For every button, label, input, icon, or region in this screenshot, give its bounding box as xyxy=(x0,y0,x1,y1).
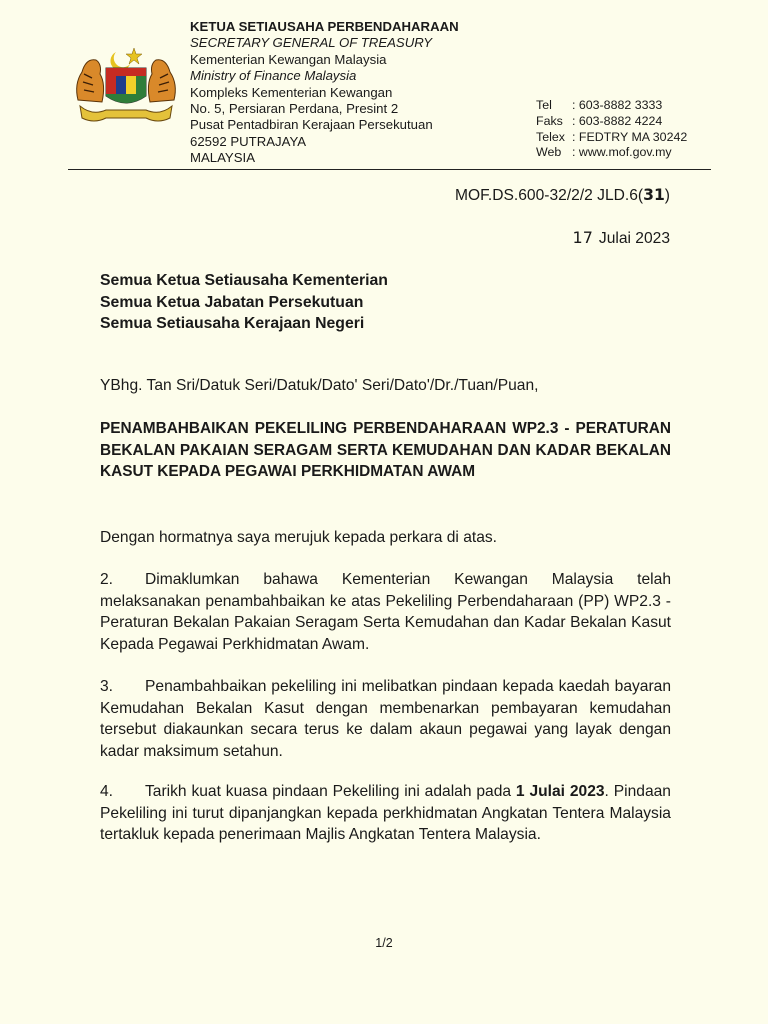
address-line: 62592 PUTRAJAYA xyxy=(190,133,307,149)
contact-value: : FEDTRY MA 30242 xyxy=(572,129,688,144)
crest-icon xyxy=(72,44,180,126)
letter-title: PENAMBAHBAIKAN PEKELILING PERBENDAHARAAN WP2.3 - PERATURAN BEKALAN PAKAIAN SERAGAM SERTA KEMUDAHAN DAN KADAR BEKALAN KASUT KEPADA PEGAWAI PERKHIDMATAN AWAM xyxy=(100,420,671,480)
header-divider xyxy=(68,169,711,170)
ministry-name-en: Ministry of Finance Malaysia xyxy=(190,68,357,84)
paragraph-2 xyxy=(100,569,671,655)
address-line: Kompleks Kementerian Kewangan xyxy=(190,84,393,100)
paragraph-4 xyxy=(100,781,671,846)
contact-value: : 603-8882 4224 xyxy=(572,113,663,128)
effective-date: 1 Julai 2023 xyxy=(515,783,605,800)
paragraph-text: . Pindaan Pekeliling ini turut dipanjangkan kepada perkhidmatan Angkatan Tentera Malaysia tertakluk kepada penerimaan Majlis Angkatan Tentera Malaysia. xyxy=(100,783,671,843)
address-line: MALAYSIA xyxy=(190,150,255,166)
contact-value: : 603-8882 3333 xyxy=(572,98,663,112)
paragraph-3 xyxy=(100,676,671,762)
letterhead xyxy=(190,19,459,167)
reference-prefix: MOF.DS.600-32/2/2 JLD.6( xyxy=(455,187,644,204)
address-line: No. 5, Persiaran Perdana, Presint 2 xyxy=(190,101,399,117)
recipient-line: Semua Ketua Jabatan Persekutuan xyxy=(100,293,364,311)
reference-handwritten: 31 xyxy=(643,186,665,204)
date-day-handwritten: 17 xyxy=(572,228,593,247)
paragraph-text: Dimaklumkan bahawa Kementerian Kewangan Malaysia telah melaksanakan penambahbaikan ke atas Pekeliling Perbendaharaan (PP) WP2.3 - Peraturan Bekalan Pakaian Seragam Serta Kemudahan dan Kadar Bekalan Kasut Kepada Pegawai Perkhidmatan Awam. xyxy=(100,571,671,653)
contact-telex xyxy=(536,130,687,146)
contact-fax xyxy=(536,114,687,130)
paragraph-1: Dengan hormatnya saya merujuk kepada perkara di atas. xyxy=(100,529,498,546)
contact-label: Tel xyxy=(536,98,552,112)
paragraph-number: 4. xyxy=(100,783,114,800)
contact-label: Faks xyxy=(536,113,563,128)
paragraph-number: 2. xyxy=(100,571,114,588)
contact-label: Web xyxy=(536,145,562,160)
contact-value: : www.mof.gov.my xyxy=(572,145,672,160)
contact-block xyxy=(536,98,687,161)
contact-label: Telex xyxy=(536,129,565,144)
ministry-name-ms: Kementerian Kewangan Malaysia xyxy=(190,51,387,67)
address-line: Pusat Pentadbiran Kerajaan Persekutuan xyxy=(190,117,433,133)
paragraph-number: 3. xyxy=(100,678,114,695)
paragraph-text: Penambahbaikan pekeliling ini melibatkan pindaan kepada kaedah bayaran Kemudahan Bekalan Kasut dengan membenarkan pembayaran kemudahan tersebut diakaunkan secara terus ke dalam akaun pegawai yang layak dengan kadar maksimum setahun. xyxy=(100,678,671,760)
recipient-line: Semua Ketua Setiausaha Kementerian xyxy=(100,272,388,289)
contact-tel xyxy=(536,98,687,114)
date-month-year: Julai 2023 xyxy=(598,230,670,247)
letter-date xyxy=(573,228,670,248)
paragraph-text: Tarikh kuat kuasa pindaan Pekeliling ini adalah pada xyxy=(145,783,516,800)
salutation: YBhg. Tan Sri/Datuk Seri/Datuk/Dato' Seri/Dato'/Dr./Tuan/Puan, xyxy=(100,377,539,394)
recipient-line: Semua Setiausaha Kerajaan Negeri xyxy=(100,315,365,332)
page-number: 1/2 xyxy=(375,936,393,950)
org-name-en: SECRETARY GENERAL OF TREASURY xyxy=(190,35,433,51)
contact-web xyxy=(536,145,687,161)
recipient-list xyxy=(100,270,388,335)
org-name-ms: KETUA SETIAUSAHA PERBENDAHARAAN xyxy=(190,19,459,34)
reference-number xyxy=(455,186,670,205)
reference-suffix: ) xyxy=(664,187,670,204)
